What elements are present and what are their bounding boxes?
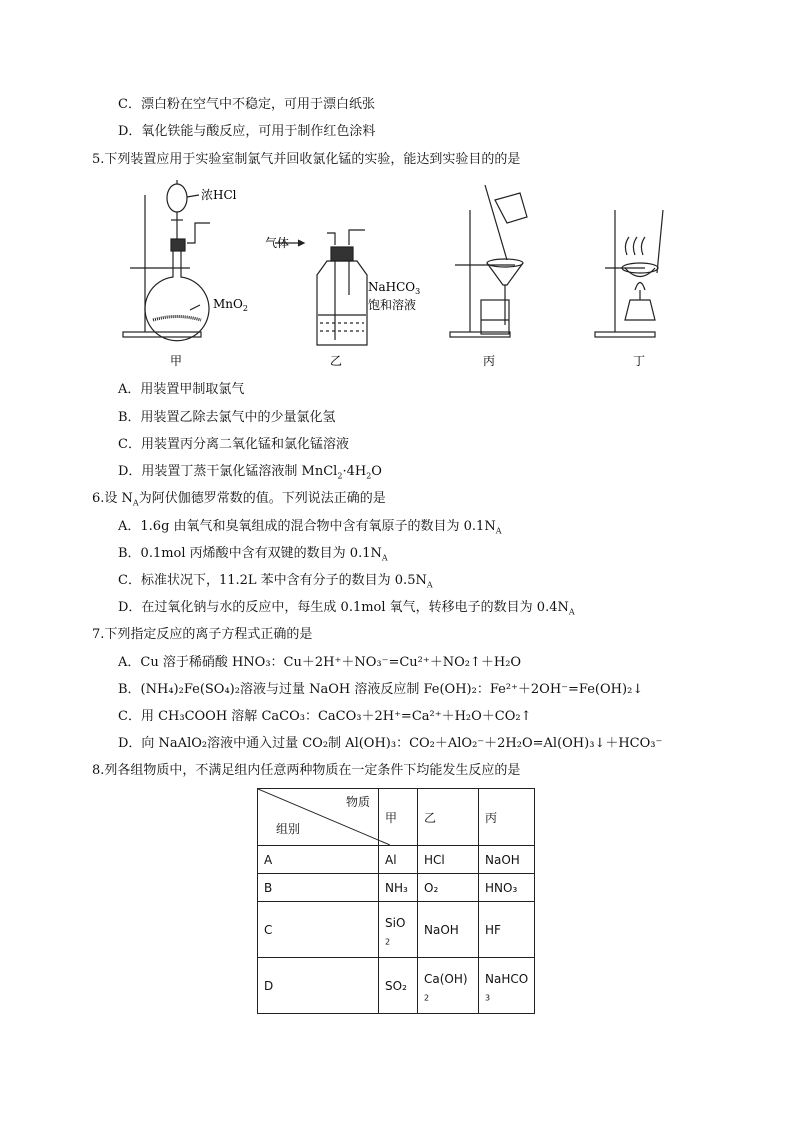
label-ding: 丁 bbox=[633, 354, 646, 368]
q5-option-b: B．用装置乙除去氯气中的少量氯化氢 bbox=[118, 410, 336, 425]
yi-cell: HCl bbox=[418, 846, 479, 874]
label-saturated: 饱和溶液 bbox=[368, 298, 417, 312]
q7-stem: 7.下列指定反应的离子方程式正确的是 bbox=[92, 627, 313, 642]
substance-table bbox=[257, 788, 535, 1014]
group-cell: C bbox=[258, 902, 379, 958]
q6-option-d: D．在过氧化钠与水的反应中，每生成 0.1mol 氧气，转移电子的数目为 $0.4N_A$ bbox=[118, 600, 575, 617]
group-cell: D bbox=[258, 958, 379, 1014]
label-nahco3: NaHCO$_3$ bbox=[368, 280, 421, 296]
header-substance: 物质 bbox=[345, 795, 370, 809]
q6-option-b: B．0.1mol 丙烯酸中含有双键的数目为 $0.1N_A$ bbox=[118, 546, 388, 563]
yi-cell: NaOH bbox=[418, 902, 479, 958]
q5-option-d: D．用装置丁蒸干氯化锰溶液制 $MnCl_2\cdot 4H_2O$ bbox=[118, 464, 382, 481]
q8-stem: 8.列各组物质中，不满足组内任意两种物质在一定条件下均能发生反应的是 bbox=[92, 763, 521, 778]
label-bing: 丙 bbox=[483, 354, 496, 368]
bing-cell: HF bbox=[479, 902, 535, 958]
bing-cell: HNO₃ bbox=[479, 874, 535, 902]
label-yi: 乙 bbox=[330, 354, 343, 368]
label-jia: 甲 bbox=[170, 354, 183, 368]
header-jia: 甲 bbox=[379, 789, 418, 846]
table-row bbox=[258, 874, 535, 902]
q5-option-a: A．用装置甲制取氯气 bbox=[118, 382, 245, 397]
q5-stem: 5.下列装置应用于实验室制氯气并回收氯化锰的实验，能达到实验目的的是 bbox=[92, 152, 521, 167]
group-cell: A bbox=[258, 846, 379, 874]
label-hcl: 浓HCl bbox=[201, 188, 237, 202]
header-bing: 丙 bbox=[479, 789, 535, 846]
jia-cell: SO₂ bbox=[379, 958, 418, 1014]
group-cell: B bbox=[258, 874, 379, 902]
apparatus-figure bbox=[115, 175, 675, 370]
yi-cell: O₂ bbox=[418, 874, 479, 902]
jia-cell: NH₃ bbox=[379, 874, 418, 902]
jia-cell: SiO $_2$ bbox=[379, 902, 418, 958]
q4-option-d: D．氧化铁能与酸反应，可用于制作红色涂料 bbox=[118, 124, 376, 139]
q7-option-b: B．(NH₄)₂Fe(SO₄)₂溶液与过量 NaOH 溶液反应制 Fe(OH)₂：Fe²⁺＋2OH⁻=Fe(OH)₂↓ bbox=[118, 682, 644, 697]
bing-cell: NaHCO $_3$ bbox=[479, 958, 535, 1014]
table-row bbox=[258, 958, 535, 1014]
header-yi: 乙 bbox=[418, 789, 479, 846]
q6-option-c: C．标准状况下，11.2L 苯中含有分子的数目为 $0.5N_A$ bbox=[118, 573, 433, 590]
jia-cell: Al bbox=[379, 846, 418, 874]
table-header-row bbox=[258, 789, 535, 846]
q5-option-c: C．用装置丙分离二氧化锰和氯化锰溶液 bbox=[118, 437, 349, 452]
q7-option-c: C．用 CH₃COOH 溶解 CaCO₃：CaCO₃＋2H⁺=Ca²⁺＋H₂O＋CO₂↑ bbox=[118, 709, 532, 724]
table-row bbox=[258, 846, 535, 874]
label-mno2: MnO$_2$ bbox=[213, 297, 248, 313]
label-gas: 气体 bbox=[265, 236, 290, 250]
q6-stem: 6.设 $N_A$为阿伏伽德罗常数的值。下列说法正确的是 bbox=[92, 491, 386, 508]
yi-cell: Ca(OH) $_2$ bbox=[418, 958, 479, 1014]
table-row bbox=[258, 902, 535, 958]
header-diagonal-cell bbox=[258, 789, 379, 846]
q7-option-d: D．向 NaAlO₂溶液中通入过量 CO₂制 Al(OH)₃：CO₂＋AlO₂⁻＋2H₂O=Al(OH)₃↓＋HCO₃⁻ bbox=[118, 736, 663, 751]
q7-option-a: A．Cu 溶于稀硝酸 HNO₃：Cu＋2H⁺＋NO₃⁻=Cu²⁺＋NO₂↑＋H₂O bbox=[118, 655, 522, 670]
header-group: 组别 bbox=[276, 822, 301, 836]
q4-option-c: C．漂白粉在空气中不稳定，可用于漂白纸张 bbox=[118, 97, 375, 112]
bing-cell: NaOH bbox=[479, 846, 535, 874]
q6-option-a: A．1.6g 由氧气和臭氧组成的混合物中含有氧原子的数目为 $0.1N_A$ bbox=[118, 519, 502, 536]
stand-base-jia bbox=[123, 332, 201, 337]
